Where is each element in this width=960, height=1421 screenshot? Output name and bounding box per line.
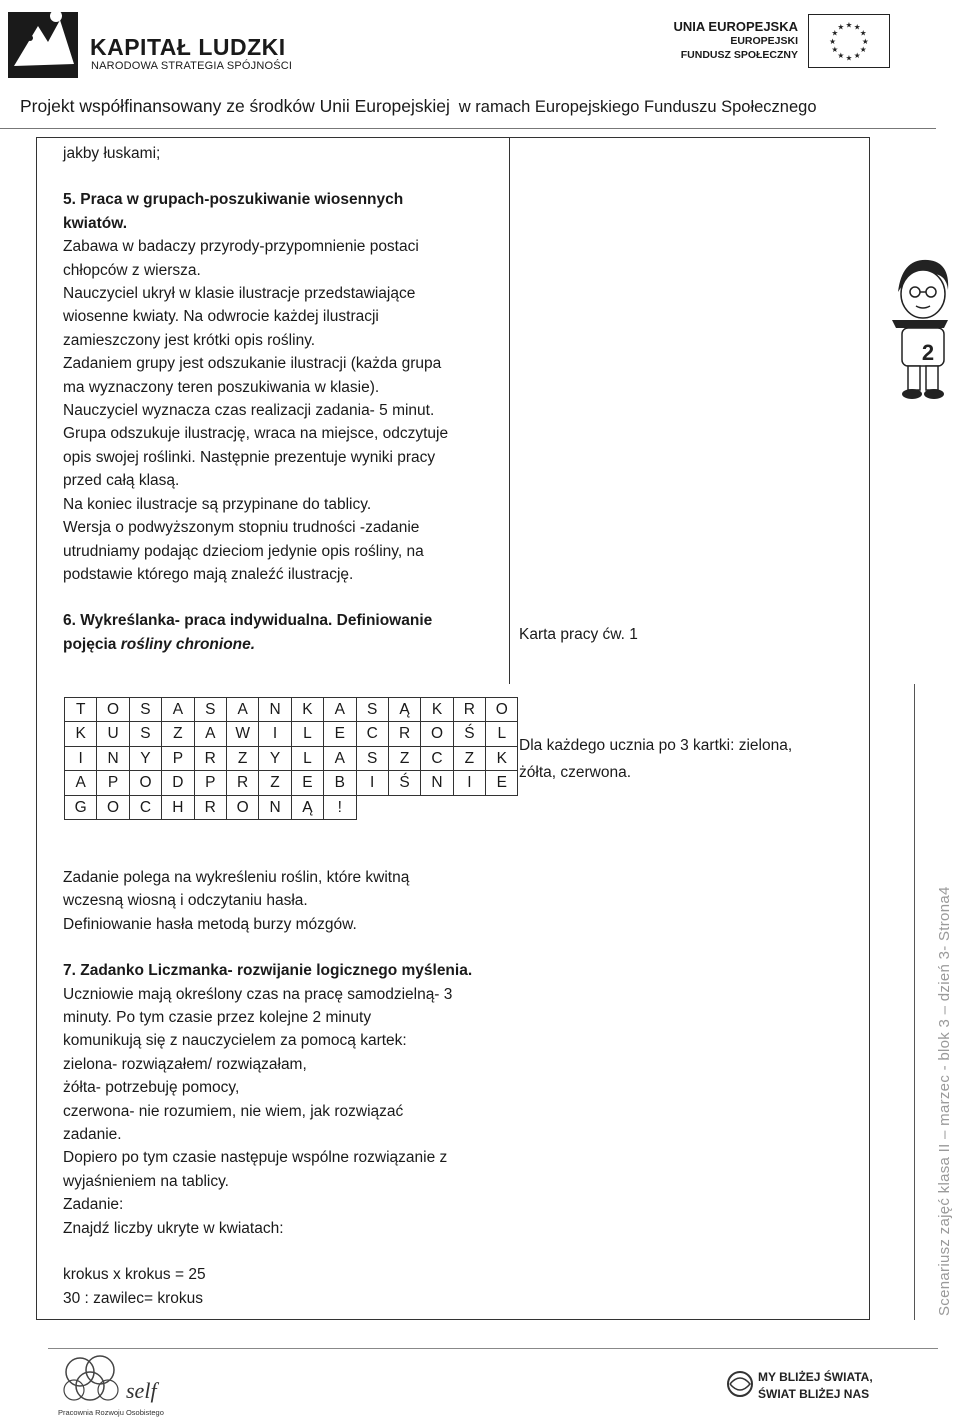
wordsearch-cell: R: [194, 746, 226, 770]
text-line: utrudniamy podając dzieciom jedynie opis rośliny, na: [63, 542, 424, 560]
wordsearch-cell: B: [324, 771, 356, 795]
wordsearch-grid: [64, 697, 518, 820]
text-line: Znajdź liczby ukryte w kwiatach:: [63, 1219, 284, 1237]
wordsearch-cell: Ą: [291, 795, 323, 819]
wordsearch-cell: A: [324, 698, 356, 722]
eu-star-icon: ★: [829, 36, 837, 46]
child-mascot-icon: [888, 252, 954, 402]
text-line: wiosenne kwiaty. Na odwrocie każdej ilustracji: [63, 308, 379, 326]
top-left-cell: [63, 142, 503, 656]
section-6-heading: 6. Wykreślanka- praca indywidualna. Definiowanie: [63, 612, 433, 630]
logo-subtitle: NARODOWA STRATEGIA SPÓJNOŚCI: [91, 60, 293, 72]
text-line: Zadanie polega na wykreśleniu roślin, które kwitną: [63, 869, 410, 886]
bottom-left-cell: [63, 866, 503, 1310]
text-line: Zadaniem grupy jest odszukanie ilustracji (każda grupa: [63, 355, 442, 373]
eu-star-icon: ★: [845, 53, 853, 63]
wordsearch-cell: O: [226, 795, 258, 819]
cards-note: [519, 734, 839, 785]
wordsearch-cell: A: [162, 698, 194, 722]
wordsearch-cell: O: [129, 771, 161, 795]
equation-2: 30 : zawilec= krokus: [63, 1289, 203, 1307]
text-line: Grupa odszukuje ilustrację, wraca na miejsce, odczytuje: [63, 425, 449, 443]
text-line: czerwona- nie rozumiem, nie wiem, jak rozwiązać: [63, 1102, 404, 1120]
eu-line-3: FUNDUSZ SPOŁECZNY: [680, 49, 798, 61]
eu-star-icon: ★: [831, 45, 839, 55]
wordsearch-cell: G: [65, 795, 97, 819]
wordsearch-cell: E: [486, 771, 518, 795]
wordsearch-cell: D: [162, 771, 194, 795]
wordsearch-cell: I: [453, 771, 485, 795]
text-line: Nauczyciel ukrył w klasie ilustracje przedstawiające: [63, 285, 416, 303]
wordsearch-cell: O: [97, 795, 129, 819]
section-5-heading-cont: kwiatów.: [63, 214, 128, 232]
text-line: Zabawa w badaczy przyrody-przypomnienie postaci: [63, 238, 419, 256]
wordsearch-cell: S: [129, 722, 161, 746]
wordsearch-cell: Z: [162, 722, 194, 746]
project-line-right: w ramach Europejskiego Funduszu Społecznego: [458, 98, 817, 116]
text-line: Nauczyciel wyznacza czas realizacji zadania- 5 minut.: [63, 402, 435, 420]
section-5-heading: 5. Praca w grupach-poszukiwanie wiosennych: [63, 191, 404, 209]
wordsearch-cell: E: [324, 722, 356, 746]
text-line: podstawie którego mają znaleźć ilustrację.: [63, 565, 354, 583]
wordsearch-cell: A: [194, 722, 226, 746]
wordsearch-cell: [388, 795, 420, 819]
wordsearch-cell: S: [129, 698, 161, 722]
wordsearch-cell: N: [259, 698, 291, 722]
wordsearch-row: [65, 771, 518, 795]
text-line: Wersja o podwyższonym stopniu trudności -zadanie: [63, 519, 420, 537]
header-divider: [0, 128, 936, 129]
wordsearch-cell: Z: [388, 746, 420, 770]
kapital-ludzki-emblem-icon: [8, 6, 84, 78]
text-line: komunikują się z nauczycielem za pomocą kartek:: [63, 1032, 407, 1050]
wordsearch-cell: I: [65, 746, 97, 770]
footer-slogan-line-2: ŚWIAT BLIŻEJ NAS: [758, 1387, 870, 1401]
task-description: [63, 866, 503, 936]
project-cofinancing-line: [20, 96, 940, 117]
wordsearch-cell: Y: [259, 746, 291, 770]
text-line: Dopiero po tym czasie następuje wspólne rozwiązanie z: [63, 1149, 448, 1167]
eu-label: [674, 20, 798, 62]
wordsearch-cell: K: [486, 746, 518, 770]
section-7-body: [63, 983, 503, 1240]
wordsearch-cell: Y: [129, 746, 161, 770]
text-line: opis swojej roślinki. Następnie prezentuje wyniki pracy: [63, 448, 436, 466]
text-line: Definiowanie hasła metodą burzy mózgów.: [63, 915, 357, 933]
wordsearch-cell: Z: [259, 771, 291, 795]
wordsearch-cell: K: [291, 698, 323, 722]
wordsearch-cell: !: [324, 795, 356, 819]
section-6-heading-cont: [63, 633, 503, 656]
wordsearch-cell: K: [421, 698, 453, 722]
wordsearch-cell: Ś: [453, 722, 485, 746]
wordsearch-cell: S: [194, 698, 226, 722]
wordsearch-cell: N: [259, 795, 291, 819]
wordsearch-cell: N: [421, 771, 453, 795]
wordsearch-cell: Ś: [388, 771, 420, 795]
eu-line-1: UNIA EUROPEJSKA: [673, 19, 798, 34]
text-line: chłopców z wiersza.: [63, 261, 201, 279]
wordsearch-cell: [453, 795, 485, 819]
wordsearch-cell: K: [65, 722, 97, 746]
text-line: Na koniec ilustracje są przypinane do tablicy.: [63, 495, 372, 513]
eu-star-icon: ★: [853, 51, 861, 61]
equation-1: krokus x krokus = 25: [63, 1266, 206, 1284]
wordsearch-cell: R: [226, 771, 258, 795]
self-logo-caption: Pracownia Rozwoju Osobistego: [58, 1408, 164, 1417]
cards-note-line-1: Dla każdego ucznia po 3 kartki: zielona,: [519, 737, 793, 754]
eu-star-icon: ★: [837, 51, 845, 61]
eu-star-icon: ★: [845, 20, 853, 30]
wordsearch-cell: O: [486, 698, 518, 722]
mascot-number: 2: [921, 340, 935, 365]
section-6-heading-part: pojęcia: [63, 635, 121, 653]
text-line: minuty. Po tym czasie przez kolejne 2 minuty: [63, 1009, 372, 1027]
kapital-ludzki-logo: [8, 6, 308, 78]
wordsearch-cell: L: [291, 746, 323, 770]
wordsearch-cell: A: [324, 746, 356, 770]
wordsearch-cell: P: [162, 746, 194, 770]
text-line: zamieszczony jest krótki opis rośliny.: [63, 331, 316, 349]
wordsearch-cell: I: [259, 722, 291, 746]
wordsearch-cell: R: [388, 722, 420, 746]
footer-slogan: [758, 1369, 873, 1403]
wordsearch-cell: [486, 795, 518, 819]
text-line: zielona- rozwiązałem/ rozwiązałam,: [63, 1055, 307, 1073]
wordsearch-cell: N: [97, 746, 129, 770]
self-logo-text: self: [126, 1378, 157, 1403]
eu-star-icon: ★: [861, 36, 869, 46]
section-6-heading-italic: rośliny chronione.: [120, 635, 256, 653]
eu-star-icon: ★: [859, 45, 867, 55]
self-logo-icon: [56, 1352, 186, 1416]
text-line: Zadanie:: [63, 1196, 124, 1214]
wordsearch-cell: A: [226, 698, 258, 722]
section-5-body: [63, 235, 503, 586]
wordsearch-cell: R: [453, 698, 485, 722]
text-line: żółta- potrzebuję pomocy,: [63, 1079, 240, 1097]
lesson-table-column-divider: [509, 137, 510, 684]
text-line: ma wyznaczony teren poszukiwania w klasie).: [63, 378, 380, 396]
wordsearch-cell: [421, 795, 453, 819]
wordsearch-cell: R: [194, 795, 226, 819]
wordsearch-cell: C: [129, 795, 161, 819]
text-line: przed całą klasą.: [63, 472, 180, 490]
wordsearch-cell: P: [194, 771, 226, 795]
wordsearch-cell: E: [291, 771, 323, 795]
wordsearch-cell: L: [486, 722, 518, 746]
cards-note-line-2: żółta, czerwona.: [519, 764, 631, 782]
wordsearch-row: [65, 722, 518, 746]
eu-star-icon: ★: [831, 28, 839, 38]
wordsearch-cell: H: [162, 795, 194, 819]
wordsearch-cell: S: [356, 698, 388, 722]
wordsearch-cell: I: [356, 771, 388, 795]
eu-star-icon: ★: [853, 22, 861, 32]
wordsearch-cell: C: [356, 722, 388, 746]
wordsearch-cell: Ą: [388, 698, 420, 722]
footer-slogan-line-1: MY BLIŻEJ ŚWIATA,: [758, 1370, 873, 1384]
page-side-caption: Scenariusz zajęć klasa II – marzec - blok 3 – dzień 3- Strona4: [936, 886, 953, 1316]
wordsearch-cell: A: [65, 771, 97, 795]
text-line: zadanie.: [63, 1126, 122, 1144]
eu-star-icon: ★: [859, 28, 867, 38]
wordsearch-row: [65, 698, 518, 722]
side-divider: [914, 684, 915, 1320]
wordsearch-cell: L: [291, 722, 323, 746]
wordsearch-cell: U: [97, 722, 129, 746]
eu-star-icon: ★: [837, 22, 845, 32]
wordsearch-cell: W: [226, 722, 258, 746]
section-7-heading: 7. Zadanko Liczmanka- rozwijanie logicznego myślenia.: [63, 962, 473, 980]
wordsearch-cell: P: [97, 771, 129, 795]
karta-pracy-note: Karta pracy ćw. 1: [519, 626, 638, 643]
wordsearch-cell: Z: [453, 746, 485, 770]
eu-flag-icon: [808, 14, 890, 68]
wordsearch-cell: [356, 795, 388, 819]
footer-divider: [48, 1348, 938, 1349]
wordsearch-row: [65, 746, 518, 770]
text-line: Uczniowie mają określony czas na pracę samodzielną- 3: [63, 985, 453, 1003]
project-line-left: Projekt współfinansowany ze środków Unii Europejskiej: [20, 96, 450, 116]
wordsearch-cell: C: [421, 746, 453, 770]
text-line: wczesną wiosną i odczytaniu hasła.: [63, 892, 308, 910]
wordsearch-cell: O: [421, 722, 453, 746]
wordsearch-cell: O: [97, 698, 129, 722]
wordsearch-cell: Z: [226, 746, 258, 770]
text-line: wyjaśnieniem na tablicy.: [63, 1172, 229, 1190]
eu-line-2: EUROPEJSKI: [730, 35, 798, 47]
wordsearch-cell: S: [356, 746, 388, 770]
logo-title: KAPITAŁ LUDZKI: [90, 34, 286, 60]
wordsearch-row: [65, 795, 518, 819]
text-line: jakby łuskami;: [63, 145, 161, 162]
wordsearch-cell: T: [65, 698, 97, 722]
